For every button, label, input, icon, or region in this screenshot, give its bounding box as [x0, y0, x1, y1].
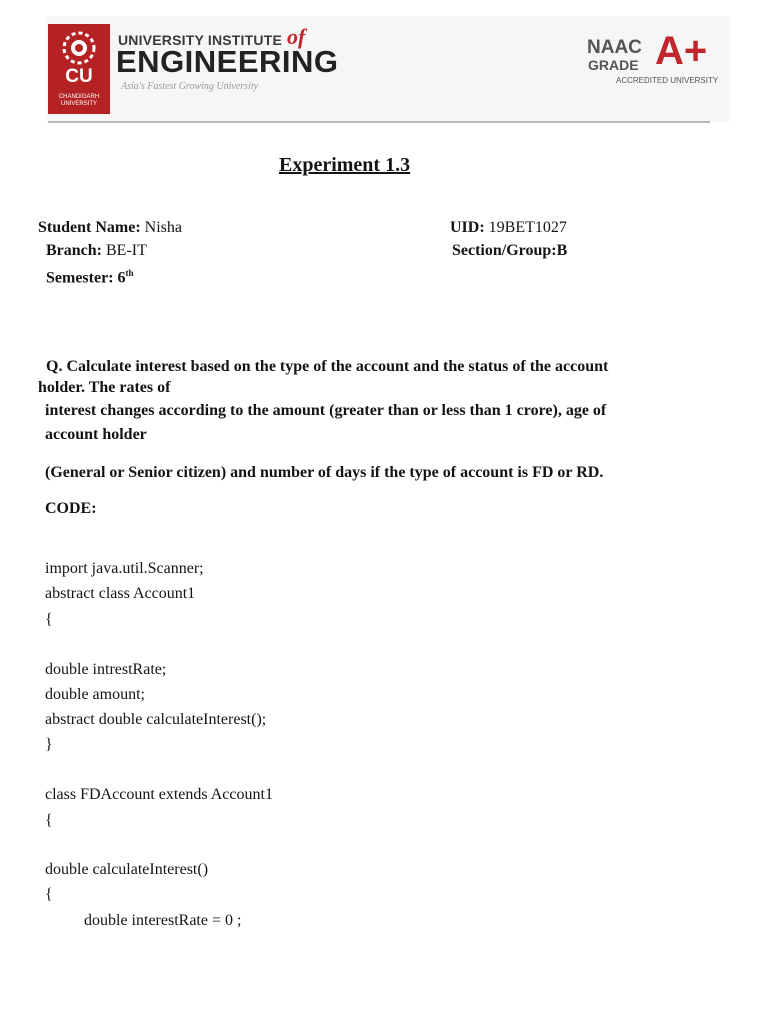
student-name-row — [38, 218, 182, 237]
section-group: Section/Group:B — [452, 242, 568, 259]
code-line: abstract double calculateInterest(); — [45, 711, 267, 728]
naac-accredited: ACCREDITED UNIVERSITY — [616, 76, 719, 85]
code-line: double calculateInterest() — [45, 861, 209, 878]
code-line: class FDAccount extends Account1 — [45, 786, 273, 803]
logo-subtext: CHANDIGARH UNIVERSITY — [58, 94, 100, 107]
code-line: { — [45, 886, 53, 903]
question-line-1 — [46, 357, 608, 376]
header-divider — [48, 121, 710, 123]
code-line: import java.util.Scanner; — [45, 560, 204, 577]
branch-row — [46, 241, 147, 260]
uid-value: 19BET1027 — [488, 219, 567, 236]
code-line: double interestRate = 0 ; — [84, 912, 242, 929]
naac-grade-label: GRADE — [588, 57, 639, 73]
logo-initials: CU — [65, 66, 93, 87]
cu-logo — [48, 24, 110, 114]
code-line: abstract class Account1 — [45, 585, 196, 602]
question-line-4: account holder — [45, 426, 147, 443]
question-prefix: Q. — [46, 358, 63, 375]
semester-label: Semester: 6 — [46, 269, 126, 287]
branch-value: BE-IT — [106, 242, 147, 259]
gear-emblem-icon — [54, 28, 104, 68]
question-text-1: Calculate interest based on the type of the account and the status of the account — [66, 358, 609, 375]
code-line: { — [45, 812, 53, 829]
student-name-label: Student Name: — [38, 219, 141, 236]
naac-label: NAAC — [587, 37, 642, 58]
code-heading: CODE: — [45, 500, 97, 517]
student-name-value: Nisha — [144, 219, 182, 236]
code-line: { — [45, 611, 53, 628]
page-title: Experiment 1.3 — [279, 154, 411, 176]
code-line: double intrestRate; — [45, 661, 167, 678]
institute-line-2: ENGINEERING — [116, 44, 339, 79]
code-line: double amount; — [45, 686, 145, 703]
institute-line-1: UNIVERSITY INSTITUTE — [118, 32, 282, 48]
question-line-3: interest changes according to the amount (greater than or less than 1 crore), age of — [45, 402, 607, 419]
uid-label: UID: — [450, 219, 485, 236]
question-line-5: (General or Senior citizen) and number of days if the type of account is FD or RD. — [45, 464, 604, 481]
institute-of: of — [287, 24, 306, 49]
institute-tagline: Asia's Fastest Growing University — [121, 81, 259, 92]
semester-row — [46, 264, 134, 287]
branch-label: Branch: — [46, 242, 102, 259]
uid-row — [450, 218, 567, 237]
question-line-2: holder. The rates of — [38, 379, 171, 396]
naac-grade-value: A+ — [655, 29, 708, 73]
semester-suffix: th — [125, 268, 134, 278]
code-line: } — [45, 736, 53, 753]
